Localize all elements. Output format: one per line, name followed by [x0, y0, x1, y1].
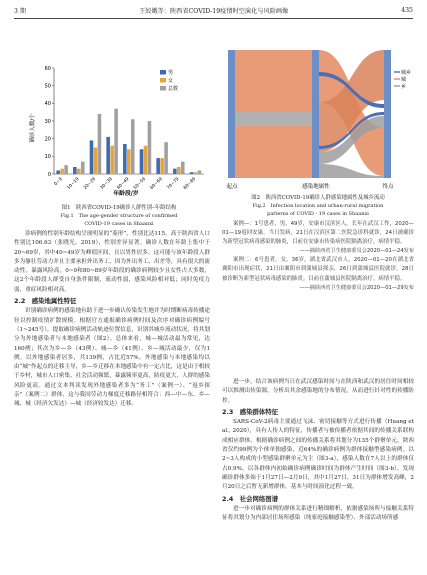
fig1-x-tick-label: 0~9 — [53, 176, 64, 187]
case-box — [222, 220, 414, 293]
fig1-y-tick-label: 30 — [44, 118, 51, 125]
fig1-caption-en-2: COVID-19 cases in Shaanxi — [84, 221, 154, 227]
fig1-x-tick-label: 80~89 — [183, 176, 198, 191]
fig2-label-start: 起点 — [226, 184, 238, 190]
fig2-caption-en-2: patterns of COVID - 19 cases in Shaanxi — [267, 211, 369, 217]
fig1-bar — [73, 167, 77, 174]
fig1-bar — [148, 121, 152, 174]
fig1-bar — [131, 119, 135, 174]
figure-2-flow — [222, 42, 410, 192]
fig1-y-tick-label: 40 — [44, 101, 51, 108]
fig2-left-node — [228, 50, 235, 178]
fig2-label-mid: 感染地属性 — [302, 184, 330, 190]
fig1-bar — [106, 137, 110, 174]
fig1-x-tick-label: 60~69 — [149, 176, 164, 191]
fig1-bar — [110, 146, 114, 174]
fig2-label-end: 终点 — [382, 184, 394, 190]
fig1-x-tick-label: 30~39 — [99, 176, 114, 191]
issue-label: 3 期 — [14, 7, 27, 15]
fig1-y-tick-label: 50 — [44, 83, 51, 90]
fig2-caption-en-1: Fig.2 Infection location and urban-rural migration — [252, 203, 384, 209]
fig1-bar — [164, 142, 168, 174]
fig1-bar — [81, 162, 85, 174]
fig1-bar — [127, 149, 131, 174]
left-paragraph-1: 诊病例的性别年龄结构呈现明显的“菱形”，性别比达115，高于陕西省人口性别比106.63（张晓光，2019），性别差异显著。确诊人数在年龄上集中于20~69岁，其中40~49岁为峰值区间，且以男性居多。这可能与该年龄段人群多为躯壮劳动力并且主要承担外出务工、因为外出务工、出差等，具有很大的流动性，暴露风险高。0~9和80~89岁年龄段的确诊病例较少且女性占大多数，这2个年龄段人群受自身条件限制，流动性弱，感染风险相对低；同时免疫力弱，重症风险相对高。 — [14, 231, 210, 293]
fig2-mid-node — [312, 50, 319, 178]
right-paragraph-1: 进一步，结合该病例当日在武汉感染时间与在陕西和武汉的居住时间相较可以推测出传染源，分析出其余感染地的分布情况，从而进行针对性的传播防控。 — [222, 379, 414, 404]
fig1-xlabel: 年龄段/岁 — [113, 191, 139, 197]
case-2-text: 案例二：6号患者，女，36岁，湖北省武汉市人。2020—01—20在湖北省襄阳市出现症状，21日由襄阳市到蒲城县探亲，26日到蒲城县医院就诊，28日被诊断为新型冠状病毒感染的肺炎。目前在蒲城县医院隔离治疗，病情平稳。 — [222, 257, 414, 282]
fig1-x-tick-label: 10~19 — [66, 176, 81, 191]
case-1-source: ——摘陕西省卫生健康委员会2020—01—24发布 — [299, 248, 414, 255]
fig2-flow-rural-top — [235, 112, 312, 126]
fig1-bar — [194, 172, 198, 174]
fig1-bar — [181, 162, 185, 174]
fig1-bar — [156, 158, 160, 174]
right-column — [222, 378, 414, 523]
fig1-ylabel: 确诊人数/个 — [30, 113, 36, 143]
figure-2-caption — [220, 194, 416, 218]
fig1-bar — [177, 167, 181, 174]
right-paragraph-3: 进一步对确诊病例的群体关系进行精细解析，依据感染场所与接触关系特征将其划分为内部居住场所感染（纯家庭接触感染型）、外部活动场所感 — [222, 505, 414, 522]
fig1-y-tick-label: 20 — [44, 136, 51, 143]
fig1-legend-swatch — [160, 70, 166, 75]
section-2-2-heading: 2.2 感染地属性特征 — [14, 297, 77, 306]
fig1-bar — [190, 172, 194, 174]
left-column — [14, 230, 210, 410]
case-1-text: 案例—：1号患者，男，49岁，安康市汉滨区人，长年在武汉工作，2020—01—19返回安康，当日发病，21日在汉滨区第二医院急诊科就诊，24日被确诊为新型冠状病毒感染的肺炎，目前在安康市传染病医院隔离治疗，病情平稳。 — [222, 221, 414, 246]
fig1-bar — [198, 170, 202, 174]
fig1-caption-cn: 图1 陕西省COVID-19确诊人群性别–年龄结构 — [61, 205, 177, 211]
fig1-caption-en-1: Fig.1 The age-gender structure of confirmed — [60, 213, 178, 219]
fig1-bar — [60, 169, 64, 174]
fig1-x-tick-label: 50~59 — [133, 176, 148, 191]
fig1-y-tick-label: 0 — [47, 171, 51, 178]
fig1-bar — [140, 149, 144, 174]
fig1-legend — [160, 69, 178, 92]
running-title: 王姣娥等：陕西省COVID-19疫情时空演化与风险画像 — [139, 7, 289, 15]
right-paragraph-2: SARS-CoV-2病毒主要通过飞沫、密切接触等方式进行传播（Huang et al., 2020），具有人传人的特征，传播者与被传播者依据其间的传播关系联构成相应群体。根据确诊病例之间的传播关系将其划分为135个群聚单元，陕西省仅约99例为个体单独感染，近64%的确诊病例为群体接触型感染病例。以2~3人构成的小型感染群聚单元为主（图3-a），感染人数在7人以上的群体仅占0.9%。以各群体内初始确诊病例确诊时间为群体产生时间（图3-b），发现确诊群体多始于1月27日—2月9日，其中1月27日、31日为群体增发高峰，2月20日之后暂无新增群体，基本与时间演化过程一致。 — [222, 419, 414, 491]
fig1-bar — [90, 140, 94, 174]
fig1-bar — [144, 146, 148, 174]
fig2-flow-mid-lower — [235, 126, 312, 178]
figure-1-chart — [28, 62, 208, 200]
fig2-caption-cn: 图2 陕西省COVID-19确诊人群感染地属性及城乡流动 — [251, 195, 385, 201]
fig2-legend-2: 城 — [401, 77, 407, 83]
fig1-legend-swatch — [160, 78, 166, 83]
fig1-legend-label: 总数 — [168, 86, 179, 92]
fig1-bar — [123, 144, 127, 174]
case-2-source: ——摘陕西省卫生健康委员会2020—01—29发布 — [299, 284, 414, 291]
fig2-legend-1: 城乡 — [401, 70, 412, 76]
fig1-legend-label: 男 — [168, 70, 174, 76]
fig1-x-tick-label: 20~29 — [83, 176, 98, 191]
section-2-3-heading: 2.3 感染群体特征 — [222, 407, 279, 416]
header-rule — [14, 18, 413, 19]
fig1-bars — [56, 109, 201, 174]
fig1-bar — [56, 170, 60, 174]
section-2-4-heading: 2.4 社会网络图谱 — [222, 494, 279, 503]
fig1-bar — [160, 158, 164, 174]
fig1-y-tick-label: 60 — [44, 65, 51, 72]
fig1-bar — [173, 169, 177, 174]
fig1-bar — [114, 109, 118, 174]
fig1-legend-label: 女 — [168, 78, 174, 84]
left-paragraph-2: 识别确诊病例的感染地有助于进一步确认传染发生地并为时期断病毒传播途径以控制疫情扩散规模。根据官方通报确诊病例时间及次序对确诊病例编号（1~245号），提取确诊病例活动轨迹位置信息，识别其城乡流动状况，将其划分为外地感染者与本地感染者（图2）。总体来看，城—城活动最为常见，达160例；其次为乡—乡（43例）、城—乡（41例）、乡—城活动最少，仅为1例。以外地感染者居多，共139例，占比近57%。外地感染与本地感染均以由“城”作起点的迁移主导，乡—乡迁移在本地感染中有一定占比，这是由于相较于乡村，城市人口密集、社会活动频繁，暴露频率更高，防疫更大，人群的感染风险更高。通过文本判读发现外地感染者多为“务工”（案例一）、“返乡探亲”（案例二）群体，这与我国劳动力梯度迁移路径相符合：西—中—东、乡—城、城（经济欠发达）—城（经济较发达）迁移。 — [14, 308, 210, 408]
fig1-x-tick-label: 70~79 — [166, 176, 181, 191]
fig2-flow-urban-top — [235, 50, 312, 112]
fig2-right-node — [384, 50, 391, 178]
fig1-bar — [64, 165, 68, 174]
fig1-y-tick-label: 10 — [44, 154, 51, 161]
fig1-bar — [77, 169, 81, 174]
fig1-x-tick-label: 40~49 — [116, 176, 131, 191]
fig1-bar — [98, 114, 102, 174]
page-number: 435 — [401, 6, 413, 14]
figure-1-caption — [24, 204, 214, 228]
fig1-bar — [94, 148, 98, 175]
fig2-legend-3: 乡 — [401, 84, 407, 90]
running-header — [14, 4, 413, 16]
fig1-legend-swatch — [160, 86, 166, 91]
